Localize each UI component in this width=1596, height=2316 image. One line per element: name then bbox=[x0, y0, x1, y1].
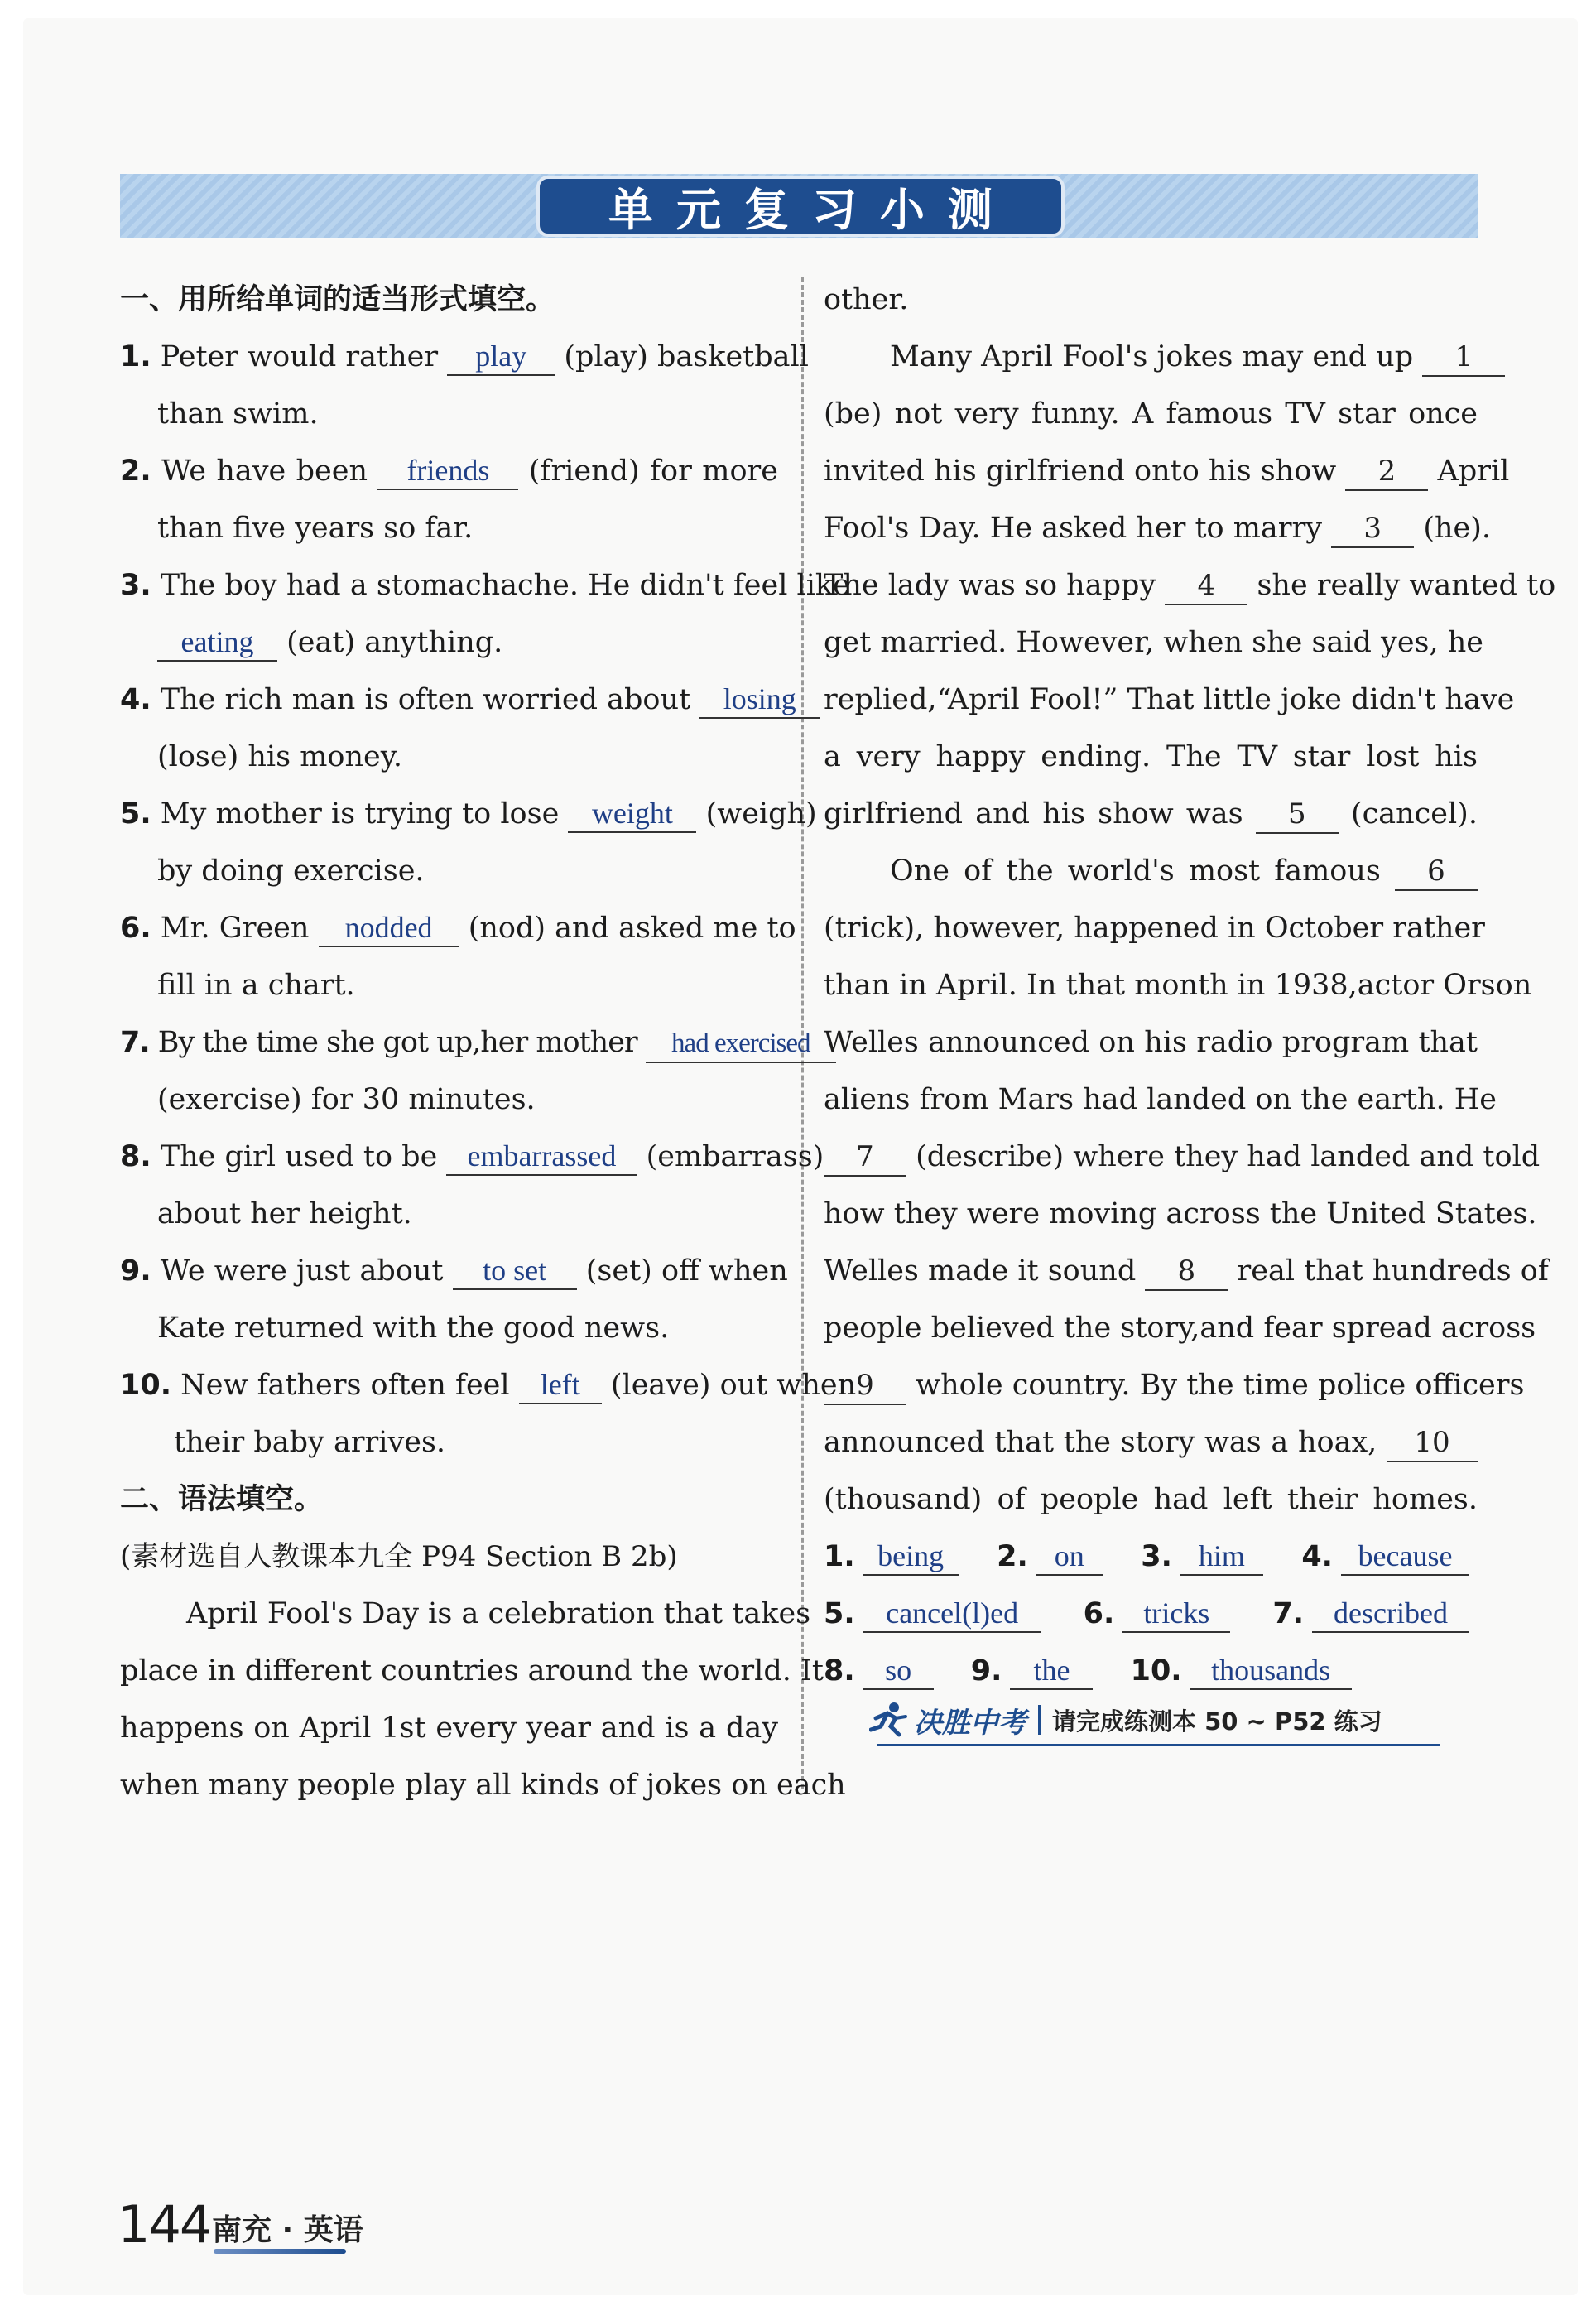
passage-line: invited his girlfriend onto his show 2 April bbox=[824, 443, 1478, 500]
answer-blank: tricks bbox=[1122, 1595, 1230, 1633]
passage-line: Welles announced on his radio program that bbox=[824, 1026, 1478, 1059]
exercise-item-1: 1. Peter would rather play (play) basketball bbox=[120, 329, 778, 386]
section-title: 单元复习小测 bbox=[536, 176, 1065, 237]
exercise-item-10: 10. New fathers often feel left (leave) out when bbox=[120, 1357, 778, 1414]
separator bbox=[1038, 1705, 1041, 1735]
exercise-item-4: 4. The rich man is often worried about losing bbox=[120, 672, 778, 729]
passage-line: how they were moving across the United States. bbox=[824, 1197, 1537, 1230]
page-label-underline bbox=[214, 2249, 346, 2254]
exercise-item-9: 9. We were just about to set (set) off when bbox=[120, 1243, 778, 1300]
passage-line: (trick), however, happened in October rather bbox=[824, 912, 1485, 945]
exercise-item-6: 6. Mr. Green nodded (nod) and asked me to bbox=[120, 900, 778, 957]
passage-line: (thousand) of people had left their homes. bbox=[824, 1483, 1478, 1516]
gap-blank: 3 bbox=[1331, 510, 1414, 548]
answer-blank: embarrassed bbox=[446, 1138, 637, 1176]
gap-blank: 6 bbox=[1395, 853, 1478, 891]
exercise-item-2-cont: than five years so far. bbox=[157, 512, 474, 545]
exercise-item-4-cont: (lose) his money. bbox=[157, 740, 402, 773]
passage-line: April Fool's Day is a celebration that takes bbox=[186, 1597, 811, 1630]
answer-blank: losing bbox=[699, 681, 820, 719]
answer-blank: cancel(l)ed bbox=[863, 1595, 1041, 1633]
passage-line: One of the world's most famous 6 bbox=[824, 843, 1478, 900]
passage-line: The lady was so happy 4 she really wanted to bbox=[824, 557, 1478, 614]
answer-blank: friends bbox=[377, 452, 518, 490]
exercise-item-7-cont: (exercise) for 30 minutes. bbox=[157, 1083, 536, 1116]
passage-line: than in April. In that month in 1938,actor Orson bbox=[824, 969, 1532, 1002]
gap-blank: 8 bbox=[1145, 1253, 1228, 1291]
answer-blank: play bbox=[447, 338, 555, 376]
exercise-item-6-cont: fill in a chart. bbox=[157, 969, 355, 1002]
answer-row: 8. so 9. the 10. thousands bbox=[824, 1643, 1478, 1700]
answer-blank: because bbox=[1341, 1538, 1469, 1576]
exercise-item-8-cont: about her height. bbox=[157, 1197, 412, 1230]
passage-line: other. bbox=[824, 283, 909, 316]
passage-line: place in different countries around the world. It bbox=[120, 1654, 824, 1688]
answer-blank: the bbox=[1010, 1652, 1093, 1690]
exercise-item-10-cont: their baby arrives. bbox=[174, 1426, 446, 1459]
gap-blank: 5 bbox=[1256, 796, 1339, 834]
exercise-item-7: 7. By the time she got up,her mother had exercised bbox=[120, 1014, 778, 1071]
right-column bbox=[824, 272, 1556, 1700]
passage-line: 7 (describe) where they had landed and told bbox=[824, 1129, 1478, 1186]
exercise-item-3-cont: eating (eat) anything. bbox=[120, 614, 778, 672]
gap-blank: 7 bbox=[824, 1139, 906, 1177]
answer-blank: left bbox=[519, 1366, 602, 1404]
passage-line: a very happy ending. The TV star lost his bbox=[824, 740, 1478, 773]
answer-blank: thousands bbox=[1190, 1652, 1352, 1690]
answer-blank: nodded bbox=[319, 909, 459, 947]
gap-blank: 10 bbox=[1387, 1424, 1478, 1462]
logo: 决胜中考 bbox=[869, 1700, 1026, 1741]
passage-line: when many people play all kinds of jokes on each bbox=[120, 1769, 846, 1802]
passage-line: replied,“April Fool!” That little joke didn't have bbox=[824, 683, 1515, 716]
passage-line: happens on April 1st every year and is a day bbox=[120, 1712, 778, 1745]
exercise-item-2: 2. We have been friends (friend) for more bbox=[120, 443, 778, 500]
passage-line: 9 whole country. By the time police officers bbox=[824, 1357, 1478, 1414]
answer-blank: eating bbox=[157, 624, 277, 662]
gap-blank: 2 bbox=[1345, 453, 1428, 491]
practice-reminder bbox=[869, 1697, 1440, 1742]
answer-blank: had exercised bbox=[646, 1025, 836, 1063]
answer-blank: so bbox=[863, 1652, 934, 1690]
answer-blank: on bbox=[1036, 1538, 1103, 1576]
practice-instruction: 请完成练测本 50 ~ P52 练习 bbox=[1052, 1707, 1382, 1736]
exercise-item-9-cont: Kate returned with the good news. bbox=[157, 1312, 670, 1345]
passage-line: announced that the story was a hoax, 10 bbox=[824, 1414, 1478, 1471]
answer-blank: weight bbox=[568, 795, 696, 833]
answer-blank: described bbox=[1312, 1595, 1469, 1633]
gap-blank: 1 bbox=[1422, 339, 1505, 377]
left-column bbox=[120, 272, 857, 1814]
gap-blank: 9 bbox=[824, 1367, 906, 1405]
passage-line: Fool's Day. He asked her to marry 3 (he). bbox=[824, 500, 1478, 557]
exercise-item-8: 8. The girl used to be embarrassed (embarrass) bbox=[120, 1129, 778, 1186]
answer-blank: him bbox=[1180, 1538, 1263, 1576]
page-number: 144 bbox=[118, 2194, 211, 2255]
exercise-item-5: 5. My mother is trying to lose weight (weigh) bbox=[120, 786, 778, 843]
exercise-item-3: 3. The boy had a stomachache. He didn't feel like bbox=[120, 569, 850, 602]
passage-line: aliens from Mars had landed on the earth. He bbox=[824, 1083, 1497, 1116]
gap-blank: 4 bbox=[1165, 567, 1247, 605]
passage-line: girlfriend and his show was 5 (cancel). bbox=[824, 786, 1478, 843]
source-note: (素材选自人教课本九全 P94 Section B 2b) bbox=[120, 1540, 678, 1573]
passage-line: Many April Fool's jokes may end up 1 bbox=[824, 329, 1478, 386]
answer-row: 5. cancel(l)ed 6. tricks 7. described bbox=[824, 1586, 1478, 1643]
passage-line: get married. However, when she said yes, he bbox=[824, 626, 1484, 659]
section2-heading: 二、语法填空。 bbox=[120, 1483, 324, 1516]
exercise-item-5-cont: by doing exercise. bbox=[157, 855, 425, 888]
answer-blank: being bbox=[863, 1538, 959, 1576]
passage-line: Welles made it sound 8 real that hundreds of bbox=[824, 1243, 1478, 1300]
answer-row: 1. being 2. on 3. him 4. because bbox=[824, 1529, 1478, 1586]
page-label: 南充 · 英语 bbox=[212, 2213, 363, 2247]
answer-blank: to set bbox=[453, 1252, 577, 1290]
exercise-item-1-cont: than swim. bbox=[157, 397, 319, 431]
passage-line: people believed the story,and fear spread across bbox=[824, 1312, 1536, 1345]
section1-heading: 一、用所给单词的适当形式填空。 bbox=[120, 283, 555, 316]
footer-rule bbox=[877, 1744, 1440, 1746]
passage-line: (be) not very funny. A famous TV star once bbox=[824, 397, 1478, 431]
runner-icon bbox=[869, 1702, 909, 1738]
